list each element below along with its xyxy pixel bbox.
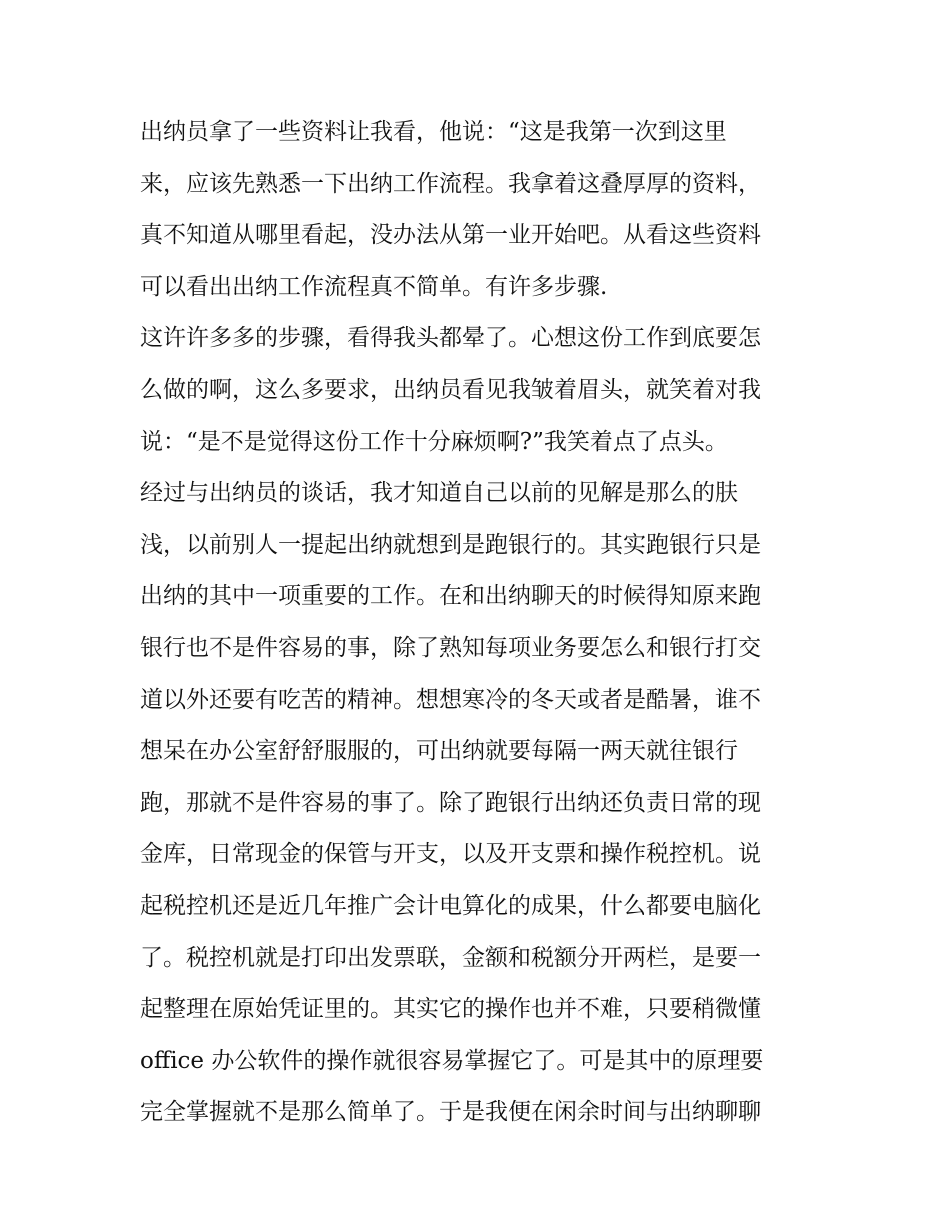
text-line: 金库，日常现金的保管与开支，以及开支票和操作税控机。说 (140, 841, 761, 868)
text-line: 真不知道从哪里看起，没办法从第一业开始吧。从看这些资料 (140, 222, 761, 249)
text-line: 说：“是不是觉得这份工作十分麻烦啊?”我笑着点了点头。 (140, 428, 728, 455)
text-line: 么做的啊，这么多要求，出纳员看见我皱着眉头，就笑着对我 (140, 376, 761, 403)
text-line: 了。税控机就是打印出发票联，金额和税额分开两栏，是要一 (140, 944, 761, 971)
text-line: 想呆在办公室舒舒服服的，可出纳就要每隔一两天就往银行 (140, 738, 738, 765)
text-line: 起税控机还是近几年推广会计电算化的成果，什么都要电脑化 (140, 892, 761, 919)
text-line: 浅，以前别人一提起出纳就想到是跑银行的。其实跑银行只是 (140, 531, 761, 558)
text-line: 完全掌握就不是那么简单了。于是我便在闲余时间与出纳聊聊 (140, 1099, 761, 1126)
text-line: 道以外还要有吃苦的精神。想想寒冷的冬天或者是酷暑，谁不 (140, 686, 761, 713)
text-line: 可以看出出纳工作流程真不简单。有许多步骤. (140, 273, 608, 300)
text-line: 这许许多多的步骤，看得我头都晕了。心想这份工作到底要怎 (140, 325, 761, 352)
text-line: 出纳员拿了一些资料让我看，他说：“这是我第一次到这里 (140, 119, 727, 145)
text-line: office 办公软件的操作就很容易掌握它了。可是其中的原理要 (140, 1047, 764, 1074)
text-line: 来，应该先熟悉一下出纳工作流程。我拿着这叠厚厚的资料， (140, 170, 761, 197)
text-line: 出纳的其中一项重要的工作。在和出纳聊天的时候得知原来跑 (140, 583, 761, 610)
text-line: 银行也不是件容易的事，除了熟知每项业务要怎么和银行打交 (140, 634, 761, 661)
body-text (140, 113, 812, 1145)
text-line: 起整理在原始凭证里的。其实它的操作也并不难，只要稍微懂 (140, 996, 761, 1023)
text-line: 跑，那就不是件容易的事了。除了跑银行出纳还负责日常的现 (140, 789, 761, 816)
text-line: 经过与出纳员的谈话，我才知道自己以前的见解是那么的肤 (140, 480, 738, 507)
